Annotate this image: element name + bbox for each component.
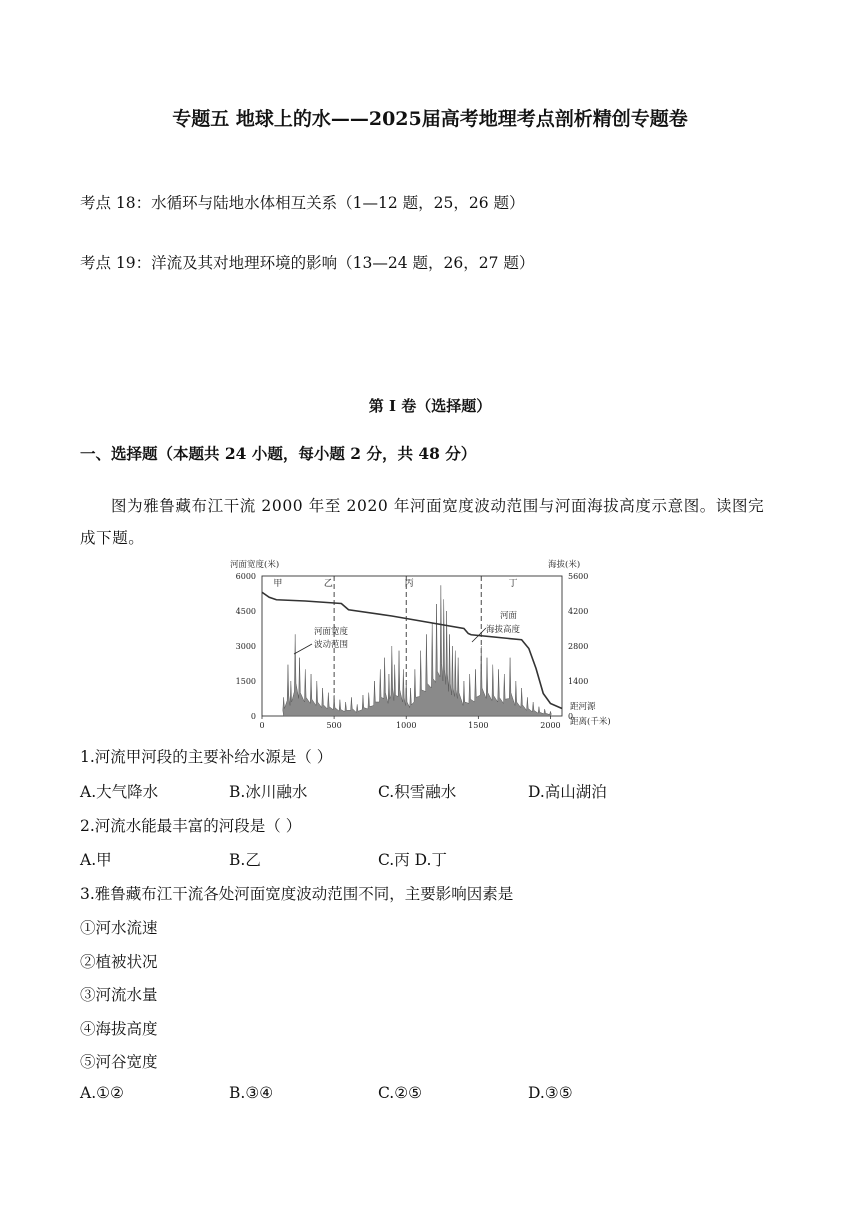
- q3-option-a[interactable]: A.①②: [80, 1084, 124, 1102]
- annotation-width-line2: 波动范围: [314, 640, 349, 650]
- annotation-elev-line1: 河面: [500, 611, 518, 621]
- q3-item-1: ①河水流速: [80, 919, 158, 937]
- q3-option-b[interactable]: B.③④: [229, 1084, 274, 1102]
- segment-label-2: 乙: [323, 579, 333, 589]
- y-left-tick-3000: 3000: [235, 642, 256, 651]
- question-1-stem: 1.河流甲河段的主要补给水源是（ ）: [80, 748, 333, 766]
- q1-option-c[interactable]: C.积雪融水: [378, 783, 457, 801]
- y-right-tick-4200: 4200: [568, 607, 589, 616]
- x-tick-label-1000: 1000: [396, 721, 417, 730]
- y-right-tick-2800: 2800: [568, 642, 589, 651]
- section-title: 第 I 卷（选择题）: [368, 397, 492, 415]
- part-heading: 一、选择题（本题共 24 小题，每小题 2 分，共 48 分）: [80, 444, 477, 463]
- x-tick-label-500: 500: [326, 721, 342, 730]
- question-3-stem: 3.雅鲁藏布江干流各处河面宽度波动范围不同，主要影响因素是: [80, 885, 514, 903]
- y-left-tick-6000: 6000: [235, 572, 256, 581]
- kaodian-19: 考点 19：洋流及其对地理环境的影响（13—24 题，26，27 题）: [80, 254, 535, 272]
- q3-item-4: ④海拔高度: [80, 1020, 158, 1038]
- intro-paragraph: 图为雅鲁藏布江干流 2000 年至 2020 年河面宽度波动范围与河面海拔高度示意图。读图完成下题。: [80, 497, 765, 547]
- y-right-tick-1400: 1400: [568, 677, 589, 686]
- q1-option-d[interactable]: D.高山湖泊: [528, 783, 607, 801]
- annotation-elev-line2: 海拔高度: [486, 625, 521, 635]
- question-2-stem: 2.河流水能最丰富的河段是（ ）: [80, 817, 302, 835]
- q3-item-2: ②植被状况: [80, 953, 158, 971]
- q2-option-a[interactable]: A.甲: [80, 851, 112, 869]
- page-title: 专题五 地球上的水——2025届高考地理考点剖析精创专题卷: [172, 108, 688, 130]
- q2-option-cd[interactable]: C.丙 D.丁: [378, 851, 447, 869]
- x-axis-label-line2: 距离(千米): [570, 717, 611, 727]
- q2-option-b[interactable]: B.乙: [229, 851, 261, 869]
- x-tick-label-0: 0: [259, 721, 265, 730]
- annotation-width-arrow: [294, 644, 312, 654]
- width-fluctuation-area: [283, 585, 551, 716]
- x-tick-label-2000: 2000: [540, 721, 561, 730]
- y-right-tick-5600: 5600: [568, 572, 589, 581]
- river-chart: [224, 556, 636, 732]
- q3-item-5: ⑤河谷宽度: [80, 1053, 158, 1071]
- elevation-line: [262, 592, 562, 708]
- plot-frame: [262, 576, 562, 716]
- annotation-width-line1: 河面宽度: [314, 627, 349, 637]
- q3-option-d[interactable]: D.③⑤: [528, 1084, 573, 1102]
- q3-item-3: ③河流水量: [80, 986, 158, 1004]
- segment-label-4: 丁: [508, 579, 518, 589]
- y-left-tick-1500: 1500: [235, 677, 256, 686]
- y-left-tick-4500: 4500: [235, 607, 256, 616]
- y-right-label: 海拔(米): [548, 560, 581, 570]
- q1-option-a[interactable]: A.大气降水: [80, 783, 159, 801]
- q3-option-c[interactable]: C.②⑤: [378, 1084, 423, 1102]
- y-left-label: 河面宽度(米): [230, 560, 280, 570]
- x-tick-label-1500: 1500: [468, 721, 489, 730]
- kaodian-18: 考点 18：水循环与陆地水体相互关系（1—12 题，25，26 题）: [80, 194, 525, 212]
- y-left-tick-0: 0: [250, 712, 256, 721]
- x-axis-label-line1: 距河源: [570, 702, 596, 712]
- segment-label-1: 甲: [273, 579, 283, 589]
- y-right-tick-0: 0: [568, 712, 574, 721]
- annotation-width-block: [294, 626, 349, 654]
- q1-option-b[interactable]: B.冰川融水: [229, 783, 308, 801]
- segment-label-3: 丙: [404, 579, 414, 589]
